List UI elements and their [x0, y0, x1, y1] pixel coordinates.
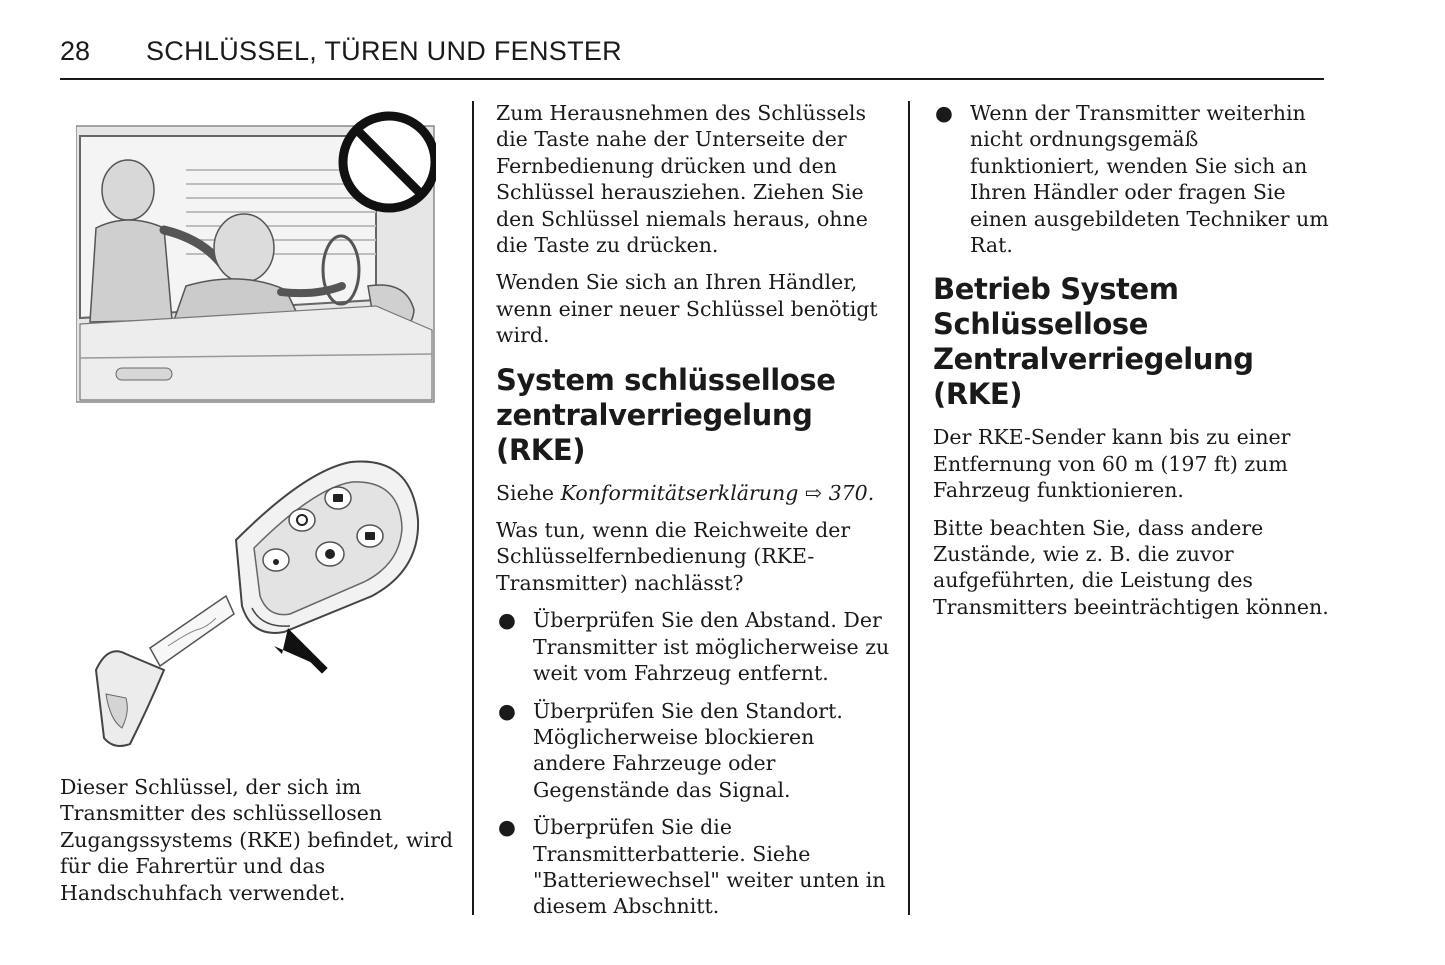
list-item-text: Überprüfen Sie den Standort. Möglicherweise blockieren andere Fahrzeuge oder Gegenstände das Signal. — [533, 698, 843, 802]
column-1 — [60, 774, 455, 917]
list-item — [496, 698, 890, 804]
bullet-icon: ● — [498, 608, 516, 633]
bullet-icon: ● — [498, 698, 516, 723]
list-item-text: Überprüfen Sie die Transmitterbatterie. Siehe "Batteriewechsel" weiter unten in diesem Abschnitt. — [533, 815, 886, 919]
conformity-link[interactable]: Konformitätserklärung — [560, 480, 799, 505]
bullet-icon: ● — [935, 101, 953, 125]
rke-range-paragraph: Der RKE-Sender kann bis zu einer Entfernung von 60 m (197 ft) zum Fahrzeug funktionieren. — [933, 425, 1291, 503]
bullet-icon: ● — [498, 815, 516, 840]
rke-interference-paragraph: Bitte beachten Sie, dass andere Zustände, wie z. B. die zuvor aufgeführten, die Leistung des Transmitters beeinträchtigen können. — [933, 515, 1329, 619]
children-in-car-illustration — [76, 110, 436, 406]
column-divider-left — [472, 101, 474, 915]
key-removal-paragraph: Zum Herausnehmen des Schlüssels die Taste nahe der Unterseite der Fernbedienung drücken und den Schlüssel herausziehen. Ziehen Sie den Schlüssel niemals heraus, ohne die Taste zu drücken. — [496, 101, 868, 258]
key-caption: Dieser Schlüssel, der sich im Transmitter des schlüssellosen Zugangssystems (RKE) befindet, wird für die Fahrertür und das Handschuhfach verwendet. — [60, 775, 454, 905]
see-reference — [496, 480, 890, 506]
rke-operation-heading: Betrieb System Schlüssellose Zentralverriegelung (RKE) — [933, 272, 1254, 412]
column-3 — [933, 100, 1329, 631]
column-divider-right — [908, 101, 910, 915]
key-fob-illustration — [86, 458, 426, 754]
dealer-advice-list — [933, 100, 1329, 258]
rke-section-heading: System schlüssellose zentralverriegelung (RKE) — [496, 362, 836, 467]
list-item-text: Wenn der Transmitter weiterhin nicht ordnungsgemäß funktioniert, wenden Sie sich an Ihren Händler oder fragen Sie einen ausgebildeten Techniker um Rat. — [970, 101, 1329, 258]
list-item — [933, 100, 1329, 258]
list-item — [496, 607, 890, 686]
new-key-paragraph: Wenden Sie sich an Ihren Händler, wenn einer neuer Schlüssel benötigt wird. — [496, 270, 878, 348]
troubleshooting-list — [496, 607, 890, 919]
page-number: 28 — [60, 36, 91, 66]
section-title: SCHLÜSSEL, TÜREN UND FENSTER — [146, 36, 622, 66]
list-item — [496, 814, 890, 920]
page-header — [60, 30, 1324, 80]
conformity-page[interactable]: 370. — [828, 480, 875, 505]
cross-reference-arrow: ⇨ — [804, 480, 823, 505]
column-2 — [496, 100, 890, 931]
range-question: Was tun, wenn die Reichweite der Schlüsselfernbedienung (RKE-Transmitter) nachlässt? — [496, 518, 851, 595]
list-item-text: Überprüfen Sie den Abstand. Der Transmitter ist möglicherweise zu weit vom Fahrzeug entfernt. — [533, 608, 890, 686]
see-prefix: Siehe — [496, 480, 555, 505]
